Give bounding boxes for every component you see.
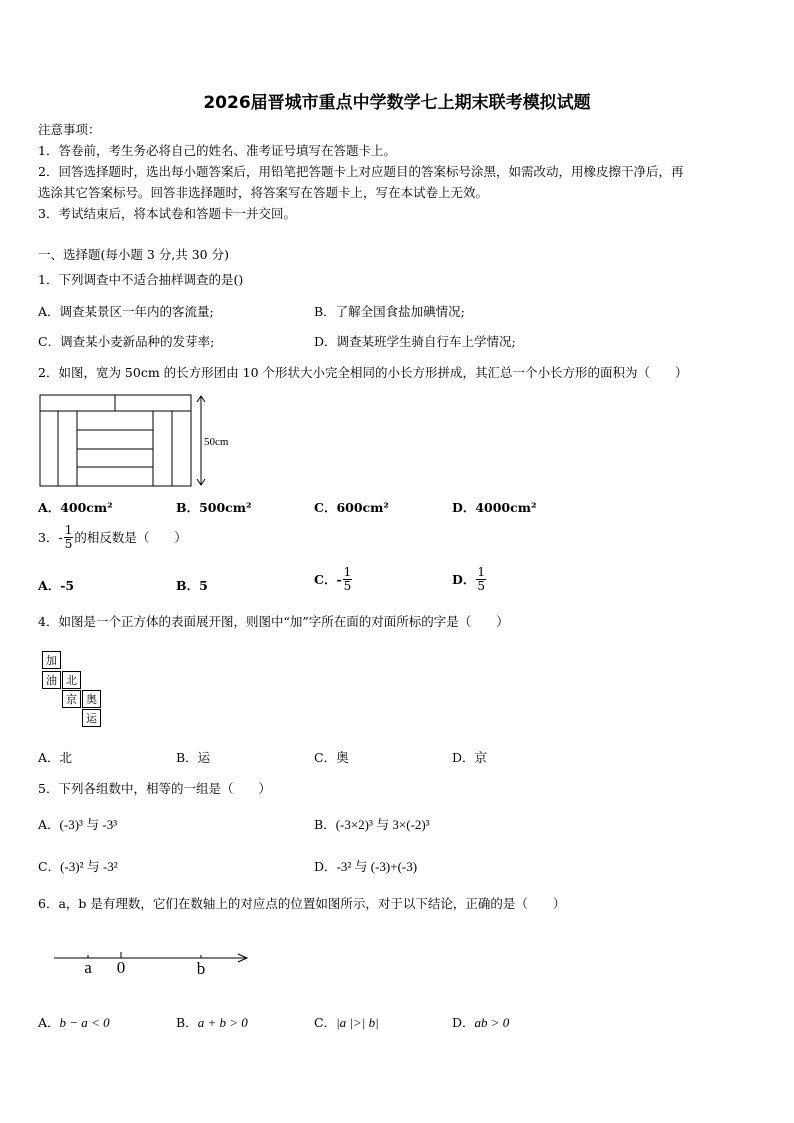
q5-option-b xyxy=(314,817,430,833)
q5-option-c-label: C． xyxy=(38,859,61,874)
q1-stem: 1．下列调查中不适合抽样调查的是() xyxy=(38,272,244,287)
q3-option-b: B．5 xyxy=(176,578,208,593)
q4-option-d: D．京 xyxy=(452,750,488,765)
q1-option-b: B．了解全国食盐加碘情况; xyxy=(314,304,465,319)
q3-stem-suffix: 的相反数是（ ） xyxy=(74,529,187,545)
q6-option-c-label: C． xyxy=(314,1015,337,1030)
q6-option-c-expr: |a |>| b| xyxy=(336,1015,379,1030)
q4-option-b: B．运 xyxy=(176,750,211,765)
q6-option-a xyxy=(38,1015,110,1031)
q6-option-d xyxy=(452,1015,509,1031)
q6-option-b-expr: a + b > 0 xyxy=(197,1015,248,1030)
q5-option-a-label: A． xyxy=(38,817,60,832)
q3-option-c-numerator: 1 xyxy=(343,565,352,579)
q2-option-b: B．500cm² xyxy=(176,500,252,515)
page-title: 2026届晋城市重点中学数学七上期末联考模拟试题 xyxy=(203,93,591,113)
q5-option-d-label: D． xyxy=(314,859,337,874)
q5-stem: 5．下列各组数中，相等的一组是（ ） xyxy=(38,781,271,796)
q5-option-c-expr: (-3)² 与 -3² xyxy=(60,859,118,874)
q3-fraction-numerator: 1 xyxy=(64,523,73,537)
q4-stem: 4．如图是一个正方体的表面展开图，则图中“加”字所在面的对面所标的字是（ ） xyxy=(38,614,509,629)
q3-option-d-fraction xyxy=(476,566,486,593)
q2-option-c: C．600cm² xyxy=(314,500,389,515)
q3-option-c-denominator: 5 xyxy=(343,579,352,593)
q4-cell-you: 油 xyxy=(42,671,61,689)
notice-item-1: 1．答卷前，考生务必将自己的姓名、准考证号填写在答题卡上。 xyxy=(38,143,396,158)
q4-option-c: C．奥 xyxy=(314,750,349,765)
q2-rectangle-figure xyxy=(38,393,238,489)
notice-item-2-cont: 选涂其它答案标号。回答非选择题时，将答案写在答题卡上，写在本试卷上无效。 xyxy=(38,185,489,200)
q4-cell-jing: 京 xyxy=(62,690,81,708)
q6-option-a-expr: b − a < 0 xyxy=(59,1015,110,1030)
q6-option-a-label: A． xyxy=(38,1015,60,1030)
q3-option-c-fraction xyxy=(343,566,353,593)
q5-option-d xyxy=(314,859,417,875)
q3-option-d-numerator: 1 xyxy=(477,565,485,579)
q3-fraction xyxy=(64,524,74,551)
q6-option-b-label: B． xyxy=(176,1015,198,1030)
q6-point-a-label: a xyxy=(84,958,92,977)
q5-option-d-expr: -3² 与 (-3)+(-3) xyxy=(336,859,418,874)
notice-heading: 注意事项： xyxy=(38,122,101,137)
q3-option-d-prefix: D． xyxy=(452,571,476,587)
q5-option-a-expr: (-3)³ 与 -3³ xyxy=(59,817,118,832)
q2-option-d: D．4000cm² xyxy=(452,500,537,515)
q4-option-a: A．北 xyxy=(38,750,73,765)
q3-option-c xyxy=(314,566,353,593)
q4-cell-bei: 北 xyxy=(62,671,81,689)
q6-origin-label: 0 xyxy=(116,958,126,977)
q6-point-b-label: b xyxy=(196,959,206,978)
q4-cell-yun: 运 xyxy=(82,709,101,727)
q6-number-line xyxy=(50,946,255,980)
q3-option-a: A．-5 xyxy=(38,578,75,593)
q4-cell-ao: 奥 xyxy=(82,690,101,708)
q5-option-a xyxy=(38,817,117,833)
q3-option-d xyxy=(452,566,487,593)
q2-figure-label: 50cm xyxy=(204,436,229,448)
q1-option-d: D．调查某班学生骑自行车上学情况; xyxy=(314,334,516,349)
q2-stem: 2．如图，宽为 50cm 的长方形团由 10 个形状大小完全相同的小长方形拼成，其汇总一个小长方形的面积为（ ） xyxy=(38,365,688,380)
q6-stem: 6．a，b 是有理数，它们在数轴上的对应点的位置如图所示，对于以下结论，正确的是（ ） xyxy=(38,896,566,911)
notice-item-2: 2．回答选择题时，选出每小题答案后，用铅笔把答题卡上对应题目的答案标号涂黑，如需改动，用橡皮擦干净后，再 xyxy=(38,164,684,179)
q3-option-d-denominator: 5 xyxy=(477,579,485,593)
q1-option-c: C．调查某小麦新品种的发芽率; xyxy=(38,334,215,349)
q1-option-a: A．调查某景区一年内的客流量; xyxy=(38,304,214,319)
q3-fraction-denominator: 5 xyxy=(64,537,73,551)
q6-option-d-expr: ab > 0 xyxy=(474,1015,510,1030)
q6-option-d-label: D． xyxy=(452,1015,475,1030)
q5-option-b-expr: (-3×2)³ 与 3×(-2)³ xyxy=(335,817,430,832)
q6-option-c xyxy=(314,1015,379,1031)
q4-cell-jia: 加 xyxy=(42,651,61,669)
q3-stem-prefix: 3．- xyxy=(38,529,63,545)
notice-item-3: 3．考试结束后，将本试卷和答题卡一并交回。 xyxy=(38,206,296,221)
q2-option-a: A．400cm² xyxy=(38,500,113,515)
section-heading: 一、选择题(每小题 3 分,共 30 分) xyxy=(38,247,229,262)
q5-option-b-label: B． xyxy=(314,817,336,832)
q3-stem xyxy=(38,524,187,551)
q5-option-c xyxy=(38,859,118,875)
q3-option-c-prefix: C．- xyxy=(314,571,342,587)
q6-option-b xyxy=(176,1015,248,1031)
